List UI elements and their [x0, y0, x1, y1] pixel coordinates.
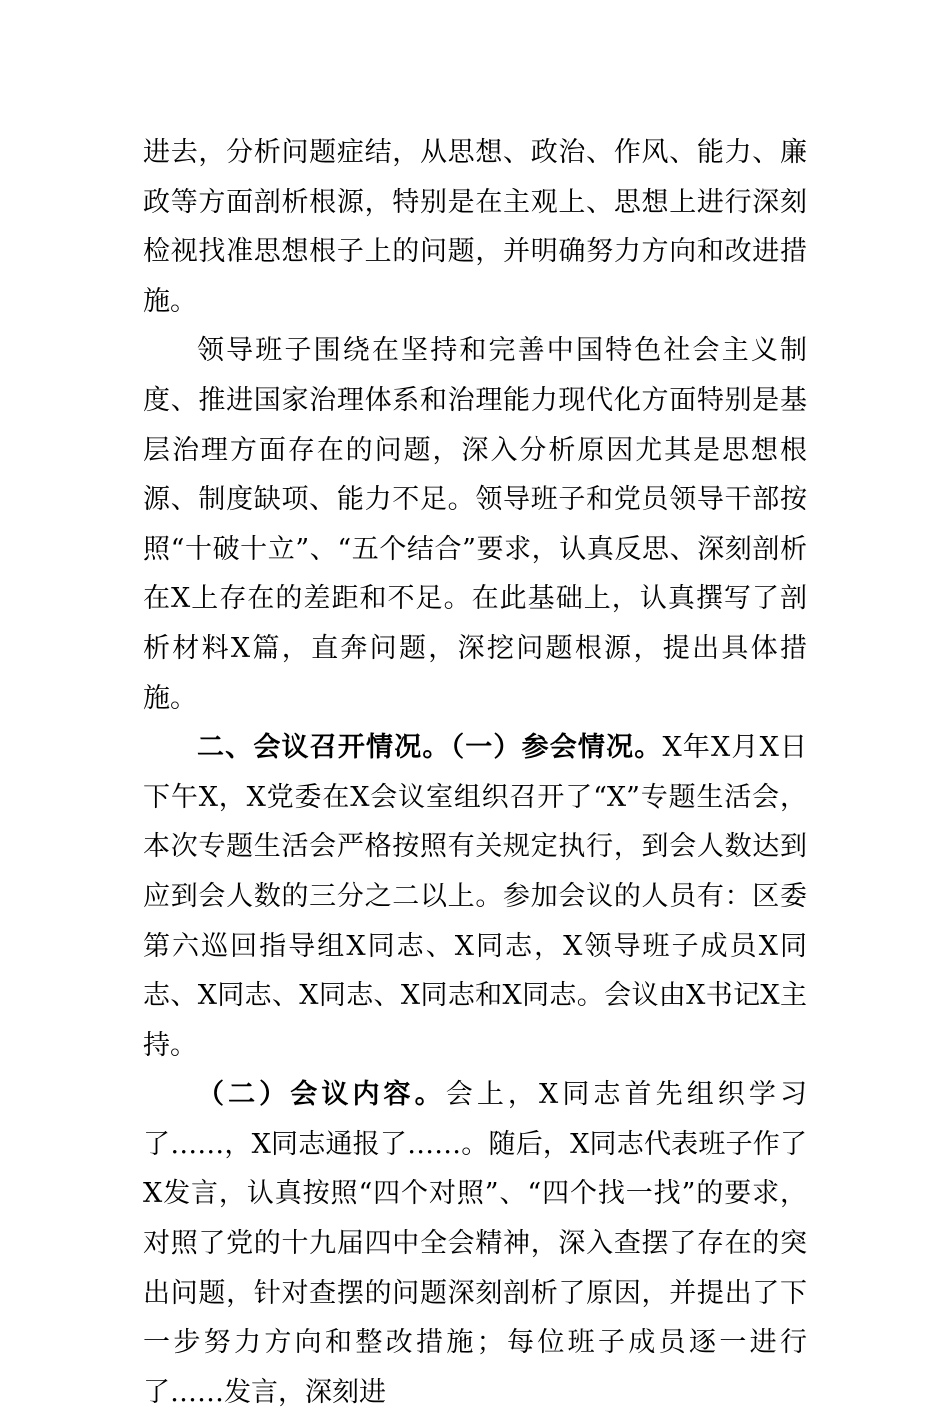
section-heading-meeting: 二、会议召开情况。（一）参会情况。 — [197, 732, 663, 764]
paragraph-body-attendance: X年X月X日下午X，X党委在X会议室组织召开了“X”专题生活会，本次专题生活会严格按照有关规定执行，到会人数达到应到会人数的三分之二以上。参加会议的人员有：区委第六巡回指导组X同志、X同志，X领导班子成员X同志、X同志、X同志、X同志和X同志。会议由X书记X主持。 — [143, 732, 808, 1061]
paragraph-leadership-analysis: 领导班子围绕在坚持和完善中国特色社会主义制度、推进国家治理体系和治理能力现代化方面特别是基层治理方面存在的问题，深入分析原因尤其是思想根源、制度缺项、能力不足。领导班子和党员领导干部按照“十破十立”、“五个结合”要求，认真反思、深刻剖析在X上存在的差距和不足。在此基础上，认真撰写了剖析材料X篇，直奔问题，深挖问题根源，提出具体措施。 — [143, 335, 807, 714]
document-page — [143, 128, 807, 1417]
paragraph-body-content: 会上，X同志首先组织学习了……，X同志通报了……。随后，X同志代表班子作了X发言，认真按照“四个对照”、“四个找一找”的要求，对照了党的十九届四中全会精神，深入查摆了存在的突出问题，针对查摆的问题深刻剖析了原因，并提出了下一步努力方向和整改措施；每位班子成员逐一进行了……发言，深刻进 — [143, 1079, 807, 1408]
paragraph-meeting-content — [143, 1070, 807, 1417]
paragraph-continuation: 进去，分析问题症结，从思想、政治、作风、能力、廉政等方面剖析根源，特别是在主观上、思想上进行深刻检视找准思想根子上的问题，并明确努力方向和改进措施。 — [143, 137, 807, 317]
subsection-heading-content: （二）会议内容。 — [197, 1079, 446, 1111]
paragraph-meeting-attendance — [143, 723, 807, 1070]
